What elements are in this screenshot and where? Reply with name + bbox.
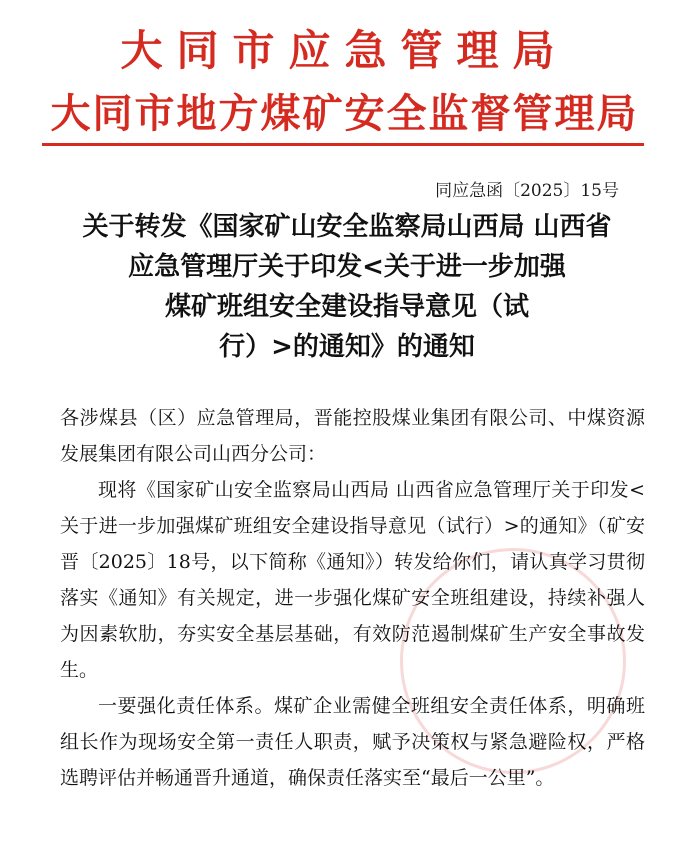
title-line: 应急管理厅关于印发<关于进一步加强 xyxy=(128,252,566,282)
document-body xyxy=(60,400,645,796)
document-number: 同应急函〔2025〕15号 xyxy=(435,181,619,201)
salutation: 各涉煤县（区）应急管理局，晋能控股煤业集团有限公司、中煤资源发展集团有限公司山西分公司： xyxy=(60,407,645,465)
body-paragraph: 现将《国家矿山安全监察局山西局 山西省应急管理厅关于印发<关于进一步加强煤矿班组安全建设指导意见（试行）>的通知》（矿安晋〔2025〕18号，以下简称《通知》）转发给你们，请认真学习贯彻落实《通知》有关规定，进一步强化煤矿安全班组建设，持续补强人为因素软肋，夯实安全基层基础，有效防范遏制煤矿生产安全事故发生。 xyxy=(60,479,645,681)
body-paragraph: 一要强化责任体系。煤矿企业需健全班组安全责任体系，明确班组长作为现场安全第一责任人职责，赋予决策权与紧急避险权，严格选聘评估并畅通晋升通道，确保责任落实至“最后一公里”。 xyxy=(60,695,645,789)
title-line: 煤矿班组安全建设指导意见（试 xyxy=(164,292,529,322)
title-line: 行）>的通知》的通知 xyxy=(219,332,475,362)
document-title xyxy=(52,207,642,367)
letterhead-line-1: 大同市应急管理局 xyxy=(120,26,569,75)
red-divider xyxy=(42,143,644,146)
title-line: 关于转发《国家矿山安全监察局山西局 山西省 xyxy=(82,212,612,242)
letterhead-line-2: 大同市地方煤矿安全监督管理局 xyxy=(50,91,639,137)
